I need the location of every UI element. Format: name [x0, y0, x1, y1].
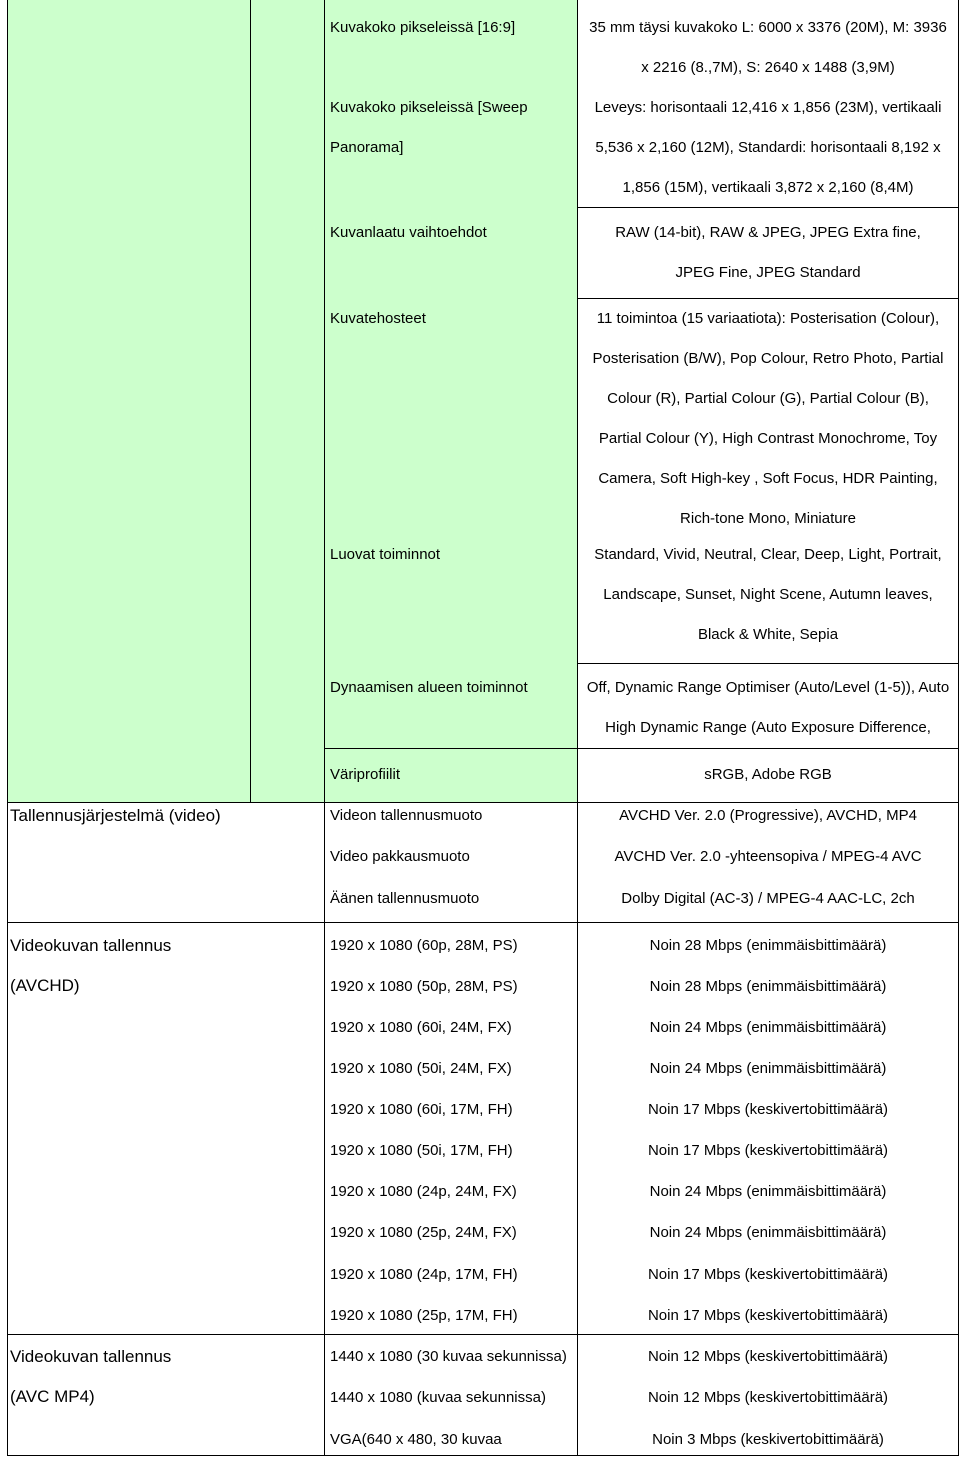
- spec-value: Rich-tone Mono, Miniature: [680, 510, 856, 527]
- mp4-bitrate: Noin 12 Mbps (keskivertobittimäärä): [647, 1389, 889, 1406]
- section-title-avchd-sub: (AVCHD): [10, 976, 80, 995]
- spec-value: Black & White, Sepia: [697, 626, 839, 643]
- video-value: Dolby Digital (AC-3) / MPEG-4 AAC-LC, 2ch: [621, 890, 915, 907]
- row-divider: [577, 298, 959, 299]
- mp4-mode: 1440 x 1080 (30 kuvaa sekunnissa): [330, 1348, 567, 1365]
- video-label: Äänen tallennusmuoto: [330, 890, 480, 907]
- avchd-mode: 1920 x 1080 (24p, 17M, FH): [330, 1266, 518, 1283]
- avchd-mode: 1920 x 1080 (24p, 24M, FX): [330, 1183, 517, 1200]
- column-divider: [250, 0, 251, 802]
- spec-value: Off, Dynamic Range Optimiser (Auto/Level (1-5)), Auto: [586, 679, 950, 696]
- mp4-mode: 1440 x 1080 (kuvaa sekunnissa): [330, 1389, 546, 1406]
- spec-value: 35 mm täysi kuvakoko L: 6000 x 3376 (20M), M: 3936: [589, 19, 947, 36]
- spec-value: 5,536 x 2,160 (12M), Standardi: horisontaali 8,192 x: [595, 139, 941, 156]
- avchd-bitrate: Noin 24 Mbps (enimmäisbittimäärä): [649, 1183, 887, 1200]
- spec-value: RAW (14-bit), RAW & JPEG, JPEG Extra fine,: [615, 224, 921, 241]
- spec-value: 11 toimintoa (15 variaatiota): Posterisation (Colour),: [596, 310, 940, 327]
- avchd-bitrate: Noin 17 Mbps (keskivertobittimäärä): [647, 1142, 889, 1159]
- table-left-border: [7, 0, 8, 1456]
- spec-label: Kuvakoko pikseleissä [Sweep: [330, 99, 528, 116]
- spec-value: x 2216 (8.,7M), S: 2640 x 1488 (3,9M): [641, 59, 895, 76]
- spec-value: Standard, Vivid, Neutral, Clear, Deep, Light, Portrait,: [594, 546, 942, 563]
- video-label: Videon tallennusmuoto: [330, 807, 483, 824]
- spec-value: Leveys: horisontaali 12,416 x 1,856 (23M), vertikaali: [594, 99, 942, 116]
- spec-value: JPEG Fine, JPEG Standard: [675, 264, 861, 281]
- spec-label: Väriprofiilit: [330, 766, 401, 783]
- section-title-avchd: Videokuvan tallennus: [10, 936, 172, 955]
- avchd-bitrate: Noin 28 Mbps (enimmäisbittimäärä): [649, 937, 887, 954]
- spec-label: Luovat toiminnot: [330, 546, 441, 563]
- spec-value: Posterisation (B/W), Pop Colour, Retro Photo, Partial: [592, 350, 944, 367]
- row-divider: [7, 802, 959, 803]
- avchd-mode: 1920 x 1080 (25p, 17M, FH): [330, 1307, 518, 1324]
- spec-label: Kuvakoko pikseleissä [16:9]: [330, 19, 516, 36]
- video-value: AVCHD Ver. 2.0 (Progressive), AVCHD, MP4: [619, 807, 917, 824]
- avchd-mode: 1920 x 1080 (60p, 28M, PS): [330, 937, 518, 954]
- spec-value: 1,856 (15M), vertikaali 3,872 x 2,160 (8,4M): [622, 179, 914, 196]
- table-right-border: [958, 0, 959, 1456]
- video-label: Video pakkausmuoto: [330, 848, 470, 865]
- avchd-mode: 1920 x 1080 (50i, 17M, FH): [330, 1142, 513, 1159]
- avchd-bitrate: Noin 17 Mbps (keskivertobittimäärä): [647, 1266, 889, 1283]
- subsection-cell-top: [251, 0, 324, 802]
- avchd-bitrate: Noin 17 Mbps (keskivertobittimäärä): [647, 1307, 889, 1324]
- spec-value: Partial Colour (Y), High Contrast Monochrome, Toy: [598, 430, 938, 447]
- avchd-bitrate: Noin 24 Mbps (enimmäisbittimäärä): [649, 1224, 887, 1241]
- spec-label: Kuvanlaatu vaihtoehdot: [330, 224, 487, 241]
- avchd-bitrate: Noin 24 Mbps (enimmäisbittimäärä): [649, 1060, 887, 1077]
- spec-value: High Dynamic Range (Auto Exposure Difference,: [605, 719, 931, 736]
- spec-value: sRGB, Adobe RGB: [704, 766, 832, 783]
- row-divider: [324, 748, 959, 749]
- avchd-mode: 1920 x 1080 (50i, 24M, FX): [330, 1060, 512, 1077]
- row-divider: [577, 207, 959, 208]
- row-divider: [577, 663, 959, 664]
- table-bottom-border: [7, 1455, 959, 1456]
- avchd-bitrate: Noin 17 Mbps (keskivertobittimäärä): [647, 1101, 889, 1118]
- avchd-mode: 1920 x 1080 (50p, 28M, PS): [330, 978, 518, 995]
- avchd-bitrate: Noin 24 Mbps (enimmäisbittimäärä): [649, 1019, 887, 1036]
- row-divider: [7, 1334, 959, 1335]
- spec-value: Camera, Soft High-key , Soft Focus, HDR Painting,: [598, 470, 938, 487]
- mp4-bitrate: Noin 12 Mbps (keskivertobittimäärä): [647, 1348, 889, 1365]
- mp4-mode: VGA(640 x 480, 30 kuvaa: [330, 1431, 502, 1448]
- spec-value: Colour (R), Partial Colour (G), Partial Colour (B),: [607, 390, 929, 407]
- spec-label: Panorama]: [330, 139, 404, 156]
- spec-value: Landscape, Sunset, Night Scene, Autumn leaves,: [603, 586, 933, 603]
- avchd-bitrate: Noin 28 Mbps (enimmäisbittimäärä): [649, 978, 887, 995]
- section-title-video-system: Tallennusjärjestelmä (video): [10, 806, 221, 825]
- avchd-mode: 1920 x 1080 (60i, 24M, FX): [330, 1019, 512, 1036]
- spec-label: Kuvatehosteet: [330, 310, 426, 327]
- video-value: AVCHD Ver. 2.0 -yhteensopiva / MPEG-4 AVC: [614, 848, 922, 865]
- section-title-cell-top: [8, 0, 250, 802]
- avchd-mode: 1920 x 1080 (25p, 24M, FX): [330, 1224, 517, 1241]
- section-title-mp4: Videokuvan tallennus: [10, 1347, 172, 1366]
- avchd-mode: 1920 x 1080 (60i, 17M, FH): [330, 1101, 513, 1118]
- spec-label: Dynaamisen alueen toiminnot: [330, 679, 528, 696]
- mp4-bitrate: Noin 3 Mbps (keskivertobittimäärä): [652, 1431, 884, 1448]
- section-title-mp4-sub: (AVC MP4): [10, 1387, 95, 1406]
- column-divider: [324, 0, 325, 1456]
- row-divider: [7, 922, 959, 923]
